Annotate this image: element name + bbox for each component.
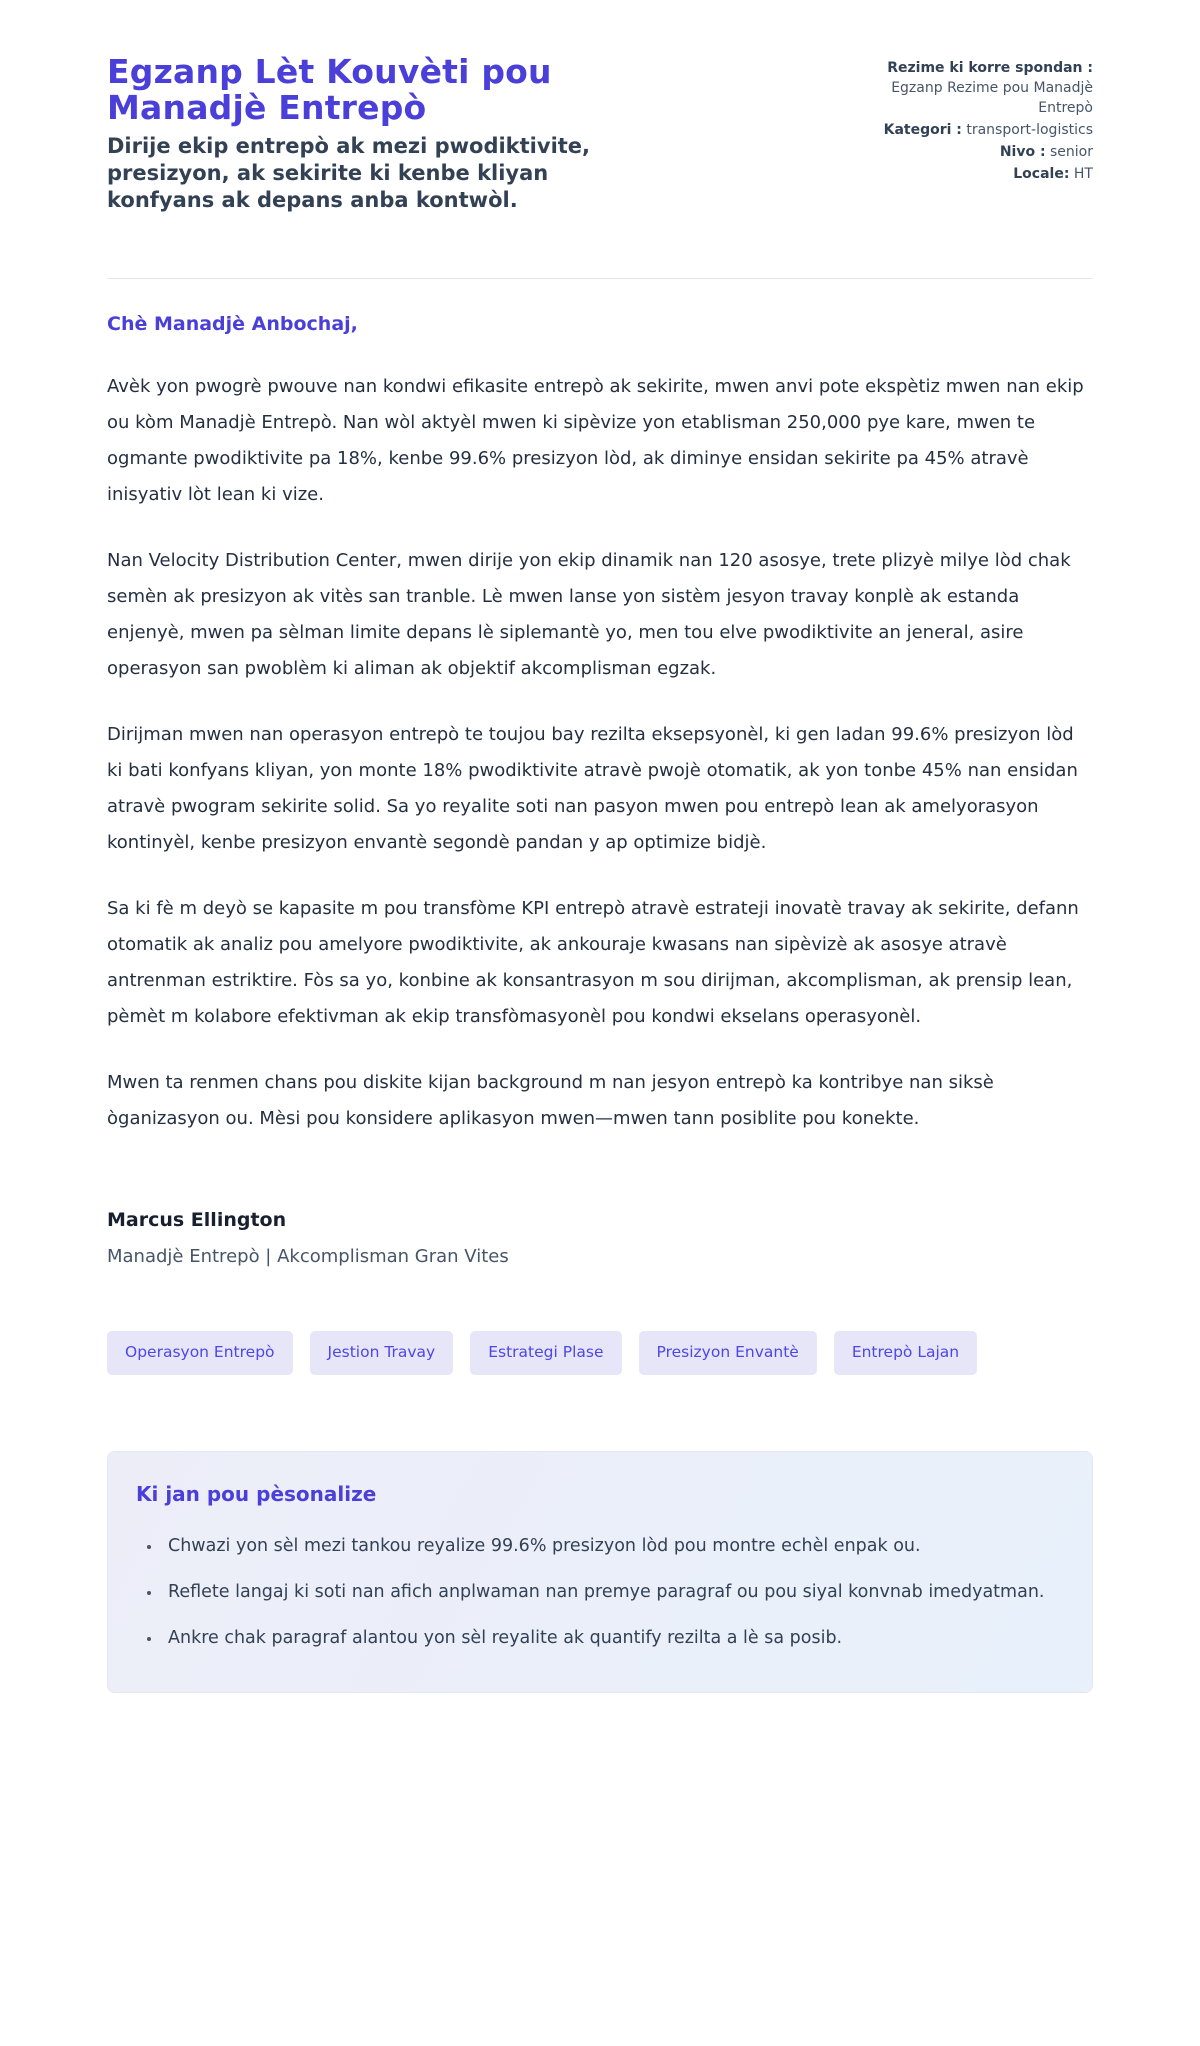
meta-value: senior: [1050, 144, 1093, 160]
tag-chip-entrepo-lajan[interactable]: Entrepò Lajan: [834, 1331, 977, 1375]
signature-role: Manadjè Entrepò | Akcomplisman Gran Vites: [107, 1246, 509, 1267]
meta-label: Kategori :: [883, 122, 962, 138]
header-divider: [107, 278, 1093, 279]
tag-chip-operasyon-entrepo[interactable]: Operasyon Entrepò: [107, 1331, 293, 1375]
tips-list: [136, 1528, 1064, 1656]
tag-chip-estrategi-plase[interactable]: Estrategi Plase: [470, 1331, 621, 1375]
tip-item: • Ankre chak paragraf alantou yon sèl reyalite ak quantify rezilta a lè sa posib.: [162, 1620, 1064, 1656]
meta-label: Locale:: [1013, 166, 1070, 182]
letter-greeting: Chè Manadjè Anbochaj,: [107, 313, 358, 335]
meta-row-locale: [881, 164, 1093, 184]
tip-item: • Reflete langaj ki soti nan afich anplwaman nan premye paragraf ou pou siyal konvnab imedyatman.: [162, 1574, 1064, 1610]
meta-value: HT: [1073, 166, 1093, 182]
tag-chip-presizyon-envante[interactable]: Presizyon Envantè: [639, 1331, 817, 1375]
signature-name: Marcus Ellington: [107, 1209, 287, 1231]
meta-value: transport-logistics: [966, 122, 1093, 138]
meta-row-level: [881, 142, 1093, 162]
meta-row-resume: [881, 58, 1093, 118]
letter-paragraph: Mwen ta renmen chans pou diskite kijan background m nan jesyon entrepò ka kontribye nan siksè òganizasyon ou. Mèsi pou konsidere aplikasyon mwen—mwen tann posiblite pou konekte.: [107, 1072, 994, 1129]
tag-chip-jestion-travay[interactable]: Jestion Travay: [310, 1331, 454, 1375]
letter-body: [107, 309, 1093, 1137]
signature-block: [107, 1209, 1093, 1267]
meta-label: Nivo :: [999, 144, 1046, 160]
meta-row-category: [881, 120, 1093, 140]
meta-label: Rezime ki korre spondan :: [887, 60, 1093, 76]
letter-paragraph: Nan Velocity Distribution Center, mwen dirije yon ekip dinamik nan 120 asosye, trete plizyè milye lòd chak semèn ak presizyon ak vitès san tranble. Lè mwen lanse yon sistèm jesyon travay konplè ak estanda enjenyè, mwen pa sèlman limite depans lè siplemantè yo, men tou elve pwodiktivite an jeneral, asire operasyon san pwoblèm ki aliman ak objektif akcomplisman egzak.: [107, 550, 1071, 679]
meta-value: Egzanp Rezime pou Manadjè Entrepò: [891, 80, 1093, 116]
page-header: [107, 54, 1093, 214]
personalization-tips-box: [107, 1451, 1093, 1693]
page-subtitle: Dirije ekip entrepò ak mezi pwodiktivite, presizyon, ak sekirite ki kenbe kliyan konfyans ak depans anba kontwòl.: [107, 134, 591, 212]
tag-list: [107, 1331, 1093, 1375]
document-meta: [881, 54, 1093, 186]
tips-heading: Ki jan pou pèsonalize: [136, 1481, 377, 1506]
header-title-block: [107, 54, 647, 214]
tip-item: • Chwazi yon sèl mezi tankou reyalize 99.6% presizyon lòd pou montre echèl enpak ou.: [162, 1528, 1064, 1564]
page-title: Egzanp Lèt Kouvèti pou Manadjè Entrepò: [107, 52, 552, 127]
cover-letter-page: [107, 0, 1093, 1759]
letter-paragraph: Dirijman mwen nan operasyon entrepò te toujou bay rezilta eksepsyonèl, ki gen ladan 99.6% presizyon lòd ki bati konfyans kliyan, yon monte 18% pwodiktivite atravè pwojè otomatik, ak yon tonbe 45% nan ensidan atravè pwogram sekirite solid. Sa yo reyalite soti nan pasyon mwen pou entrepò lean ak amelyorasyon kontinyèl, kenbe presizyon envantè segondè pandan y ap optimize bidjè.: [107, 724, 1078, 853]
letter-paragraph: Avèk yon pwogrè pwouve nan kondwi efikasite entrepò ak sekirite, mwen anvi pote ekspètiz mwen nan ekip ou kòm Manadjè Entrepò. Nan wòl aktyèl mwen ki sipèvize yon etablisman 250,000 pye kare, mwen te ogmante pwodiktivite pa 18%, kenbe 99.6% presizyon lòd, ak diminye ensidan sekirite pa 45% atravè inisyativ lòt lean ki vize.: [107, 376, 1084, 505]
letter-paragraph: Sa ki fè m deyò se kapasite m pou transfòme KPI entrepò atravè estrateji inovatè travay ak sekirite, defann otomatik ak analiz pou amelyore pwodiktivite, ak ankouraje kwasans nan sipèvizè ak asosye atravè antrenman estriktire. Fòs sa yo, konbine ak konsantrasyon m sou dirijman, akcomplisman, ak prensip lean, pèmèt m kolabore efektivman ak ekip transfòmasyonèl pou kondwi ekselans operasyonèl.: [107, 898, 1079, 1027]
